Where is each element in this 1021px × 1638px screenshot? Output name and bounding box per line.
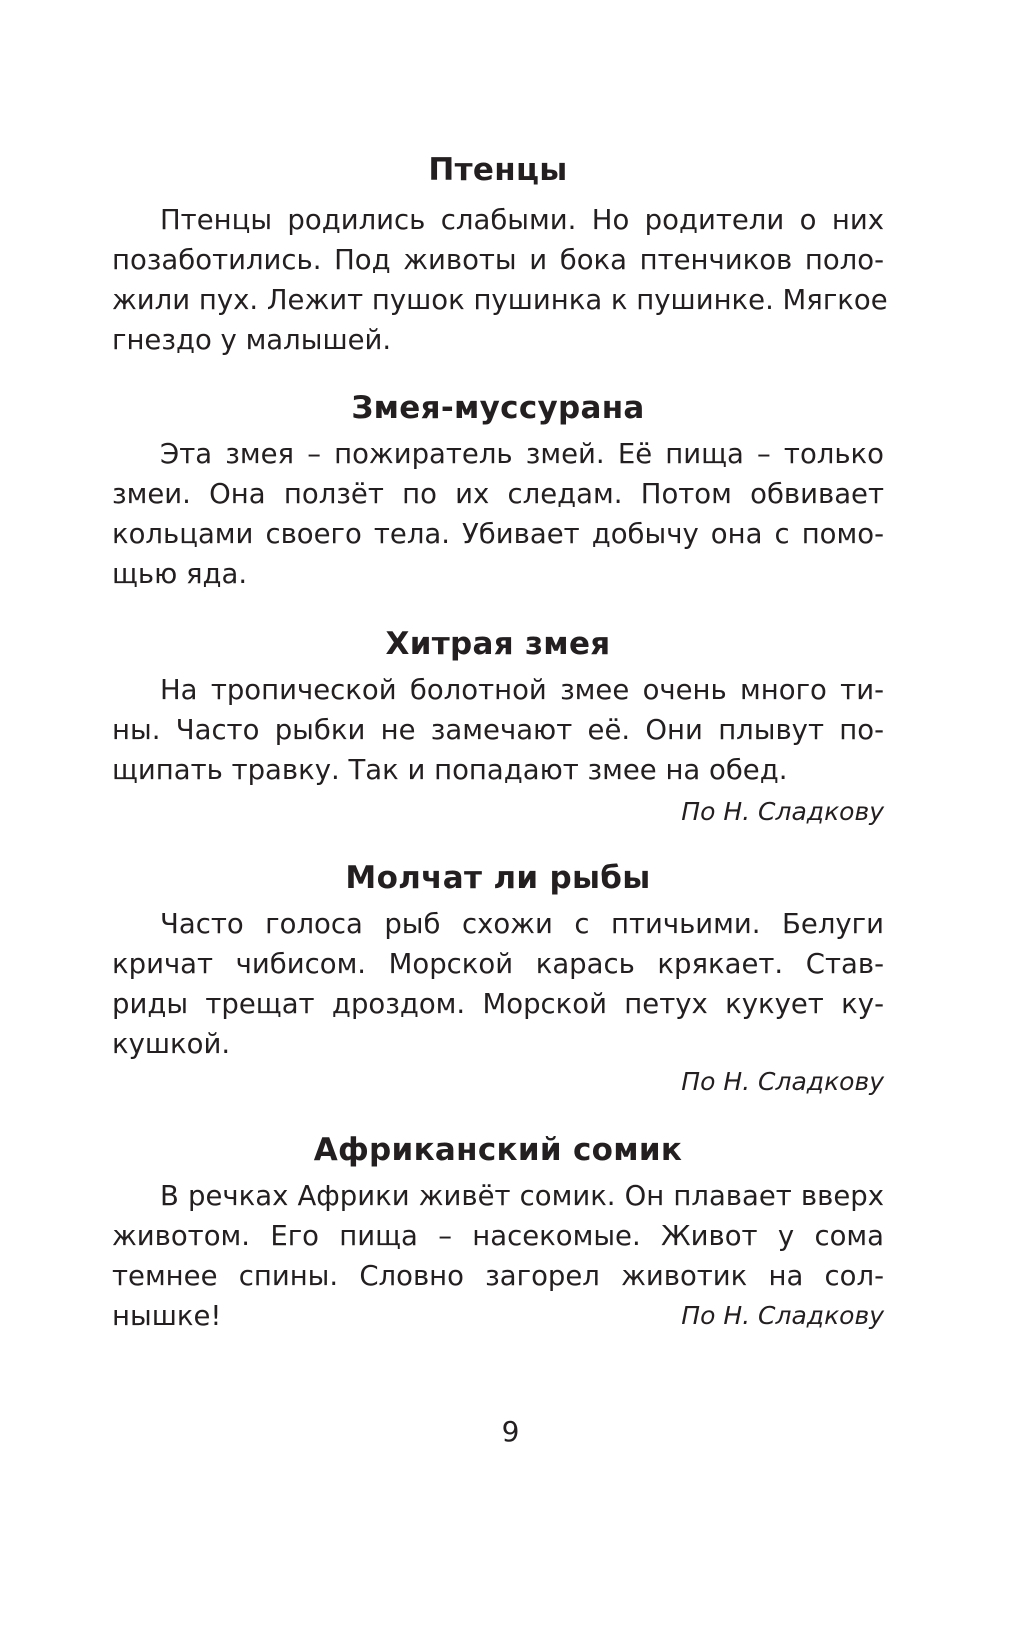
story-text-line: Часто голоса рыб схожи с птичьими. Белуги	[160, 908, 884, 940]
story-text-line: темнее спины. Словно загорел животик на сол-	[112, 1260, 884, 1292]
story-text-line: жили пух. Лежит пушок пушинка к пушинке. Мягкое	[112, 284, 888, 316]
story-title: Молчат ли рыбы	[345, 860, 651, 896]
story-text-line: На тропической болотной змее очень много ти-	[160, 674, 884, 706]
story-text-line: Птенцы родились слабыми. Но родители о них	[160, 204, 884, 236]
story-author: По Н. Сладкову	[681, 1067, 884, 1096]
story-text-line: животом. Его пища – насекомые. Живот у сома	[112, 1220, 884, 1252]
story-text-line: риды трещат дроздом. Морской петух кукует ку-	[112, 988, 884, 1020]
story-text-line: кричат чибисом. Морской карась крякает. Став-	[112, 948, 884, 980]
story-text-line: кольцами своего тела. Убивает добычу она с помо-	[112, 518, 884, 550]
story-text-line: позаботились. Под животы и бока птенчиков поло-	[112, 244, 884, 276]
story-text-line: щипать травку. Так и попадают змее на обед.	[112, 754, 788, 786]
story-text-line: гнездо у малышей.	[112, 324, 392, 356]
story-text-line: нышке!	[112, 1300, 222, 1332]
story-text-line: Эта змея – пожиратель змей. Её пища – только	[160, 438, 884, 470]
story-text-line: змеи. Она ползёт по их следам. Потом обвивает	[112, 478, 884, 510]
story-author: По Н. Сладкову	[681, 1301, 884, 1330]
story-text-line: щью яда.	[112, 558, 248, 590]
story-text-line: ны. Часто рыбки не замечают её. Они плывут по-	[112, 714, 884, 746]
story-author: По Н. Сладкову	[681, 797, 884, 826]
story-title: Птенцы	[428, 152, 568, 188]
page-number: 9	[501, 1415, 520, 1448]
story-text-line: кушкой.	[112, 1028, 231, 1060]
story-title: Африканский сомик	[313, 1132, 683, 1168]
story-text-line: В речках Африки живёт сомик. Он плавает вверх	[160, 1180, 884, 1212]
story-title: Хитрая змея	[385, 626, 611, 662]
story-title: Змея-муссурана	[351, 390, 645, 426]
